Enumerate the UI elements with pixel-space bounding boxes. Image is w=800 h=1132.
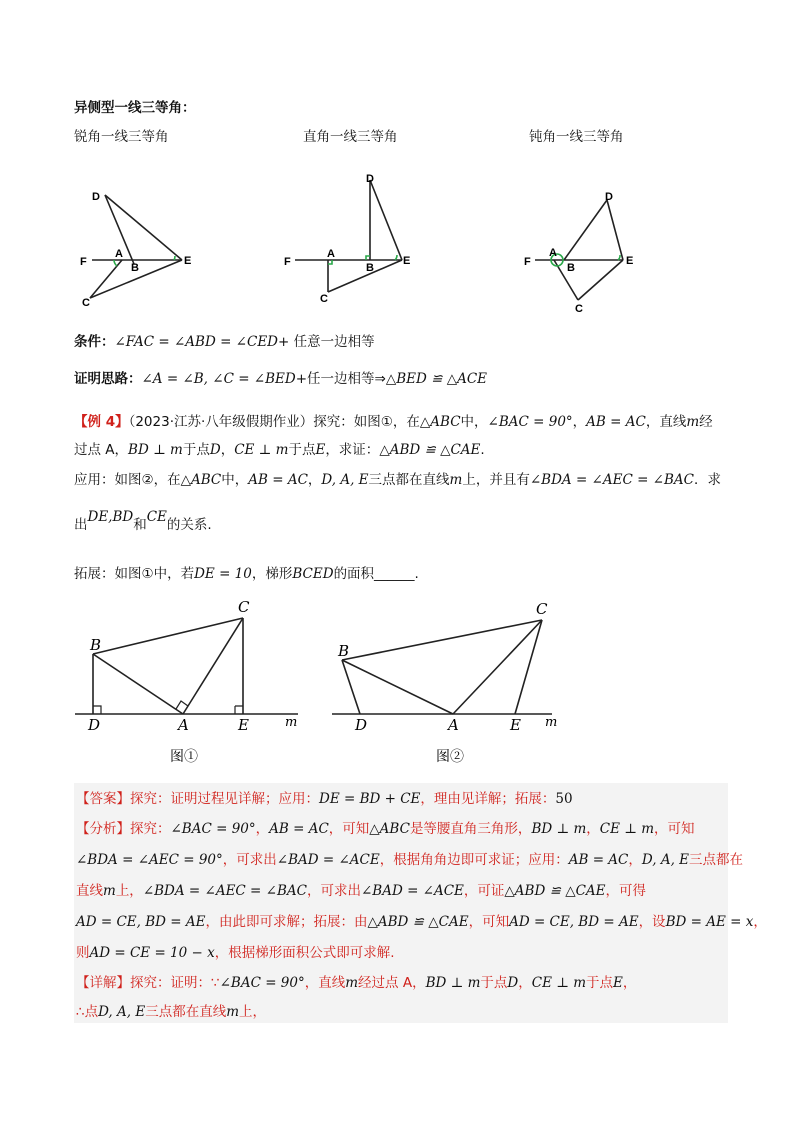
math-bd-m: BD ⊥ m (425, 975, 481, 991)
math-bd-m: BD ⊥ m (128, 442, 183, 458)
math-e: E (613, 975, 623, 991)
caption-fig1: 图① (170, 748, 198, 764)
fig1-label-b: B (90, 636, 102, 654)
example-text: 上，并且有 (462, 472, 530, 488)
example-text: ，求证： (325, 442, 380, 458)
math-tri-abc: △ABC (180, 472, 222, 488)
math-ab-ac: AB = AC (586, 414, 646, 430)
math-cong: △ABD ≌ △CAE (367, 914, 469, 930)
math-e: E (315, 442, 326, 458)
obtuse-label-a: A (549, 247, 557, 259)
answer-text: 于点 (586, 975, 613, 991)
example-text: 的关系. (166, 517, 212, 533)
figure-acute (90, 195, 182, 298)
answer-text: ，根据梯形面积公式即可求解. (214, 945, 395, 961)
example-text: ， (220, 442, 235, 458)
math-bd-m: BD ⊥ m (531, 821, 587, 837)
math-cong: △ABD ≌ △CAE (504, 883, 606, 899)
math-bced: BCED (292, 566, 334, 582)
example-text: 于点 (288, 442, 316, 458)
math-ce-m: CE ⊥ m (599, 821, 655, 837)
math-d: D (507, 975, 519, 991)
right-label-e: E (403, 255, 411, 267)
example-text: 中， (221, 472, 249, 488)
math-bad-ace: ∠BAD = ∠ACE (360, 883, 464, 899)
math-d: D (209, 442, 221, 458)
math-m: m (345, 975, 359, 991)
example-text: 出 (74, 517, 88, 533)
proof-tail1: +任一边相等⇒ (295, 371, 386, 387)
example-text: ， (307, 472, 322, 488)
obtuse-label-c: C (575, 303, 583, 315)
example-text: 中， (460, 414, 488, 430)
fig1-label-a: A (178, 716, 189, 734)
right-label-a: A (327, 248, 335, 260)
example-line1 (74, 413, 713, 431)
acute-label-a: A (115, 248, 123, 260)
math-ce: CE (146, 509, 167, 525)
acute-angle-e (174, 256, 175, 260)
fig2-label-b: B (338, 642, 350, 660)
fig1-label-e: E (238, 716, 249, 734)
figure-1 (75, 618, 298, 714)
example-tag: 【例 4】 (74, 414, 129, 430)
fig2-seg-ba (342, 660, 453, 714)
math-ad-ce: AD = CE, BD = AE (76, 914, 206, 930)
math-angle-eq: ∠BDA = ∠AEC = ∠BAC (142, 883, 307, 899)
math-angle-eq: ∠BDA = ∠AEC = ∠BAC (529, 472, 694, 488)
right-label-c: C (320, 293, 328, 305)
example-text: 于点 (182, 442, 210, 458)
math-dae: D, A, E (98, 1004, 146, 1020)
math-cong: △ABD ≌ △CAE (379, 442, 481, 458)
condition-tail: + 任意一边相等 (278, 334, 375, 350)
label-acute: 锐角一线三等角 (74, 129, 169, 145)
proof-label: 证明思路： (74, 371, 142, 387)
answer-text: ， (255, 821, 270, 837)
example-text: 和 (133, 517, 147, 533)
fig1-right-angle-d (93, 706, 101, 714)
obtuse-label-d: D (605, 191, 613, 203)
answer-text: ， (622, 975, 637, 991)
answer-text: ，可得 (605, 883, 647, 899)
detail-line1 (76, 974, 636, 992)
answer-tag: 【答案】 (76, 791, 130, 807)
obtuse-label-f: F (524, 256, 531, 268)
answer-text: ，设 (638, 914, 666, 930)
answer-text: 三点都在 (689, 852, 744, 868)
answer-text: 则 (76, 945, 90, 961)
right-label-f: F (284, 256, 291, 268)
math-de-bd-ce: DE = BD + CE (319, 791, 421, 807)
example-text: 应用：如图②，在 (74, 472, 181, 488)
answer-text: 上， (115, 883, 143, 899)
acute-label-f: F (80, 256, 87, 268)
proof-line (74, 370, 487, 388)
answer-text: ，根据角角边即可求证；应用： (379, 852, 569, 868)
answer-text: ，可求出 (222, 852, 277, 868)
example-text: 过点 A， (74, 442, 129, 458)
fig1-seg-ba (93, 654, 183, 714)
detail-tag: 【详解】 (76, 975, 130, 991)
math-tri-abc: △ABC (419, 414, 461, 430)
math-ad-ce: AD = CE, BD = AE (509, 914, 639, 930)
math-dae: D, A, E (321, 472, 369, 488)
math-ab-ac: AB = AC (568, 852, 629, 868)
analysis-line3 (76, 882, 646, 900)
answer-text: ，可知 (654, 821, 695, 837)
right-label-b: B (366, 262, 374, 274)
answer-text: ， (753, 914, 767, 930)
proof-math1: ∠A = ∠B, ∠C = ∠BED (141, 371, 296, 387)
fig2-label-d: D (355, 716, 368, 734)
acute-label-c: C (82, 297, 90, 309)
analysis-line5 (76, 944, 395, 962)
math-m: m (449, 472, 463, 488)
analysis-line4 (76, 913, 767, 931)
math-bda-aec: ∠BDA = ∠AEC = 90° (76, 852, 223, 868)
obtuse-seg-ce (578, 260, 623, 300)
answer-text: 是等腰直角三角形， (409, 821, 532, 837)
example-text: 三点都在直线 (368, 472, 450, 488)
fig1-label-d: D (88, 716, 101, 734)
math-ab-ac: AB = AC (248, 472, 308, 488)
math-bd-ae-x: BD = AE = x (665, 914, 754, 930)
answer-text: 经过点 A， (358, 975, 426, 991)
fig2-label-c: C (536, 600, 548, 618)
label-obtuse: 钝角一线三等角 (529, 129, 624, 145)
proof-math2: △BED ≌ △ACE (385, 371, 488, 387)
acute-label-d: D (92, 191, 100, 203)
acute-label-b: B (131, 262, 139, 274)
right-seg-ce (328, 260, 402, 292)
condition-line (74, 333, 375, 351)
fig2-label-a: A (448, 716, 459, 734)
math-ad-ce-10: AD = CE = 10 − x (89, 945, 215, 961)
example-text: 的面积______. (333, 566, 419, 582)
acute-angle-a (114, 260, 117, 266)
answer-text: ，可知 (328, 821, 370, 837)
math-m: m (103, 883, 116, 899)
answer-text: ，理由见详解；拓展： (420, 791, 556, 807)
obtuse-label-b: B (567, 262, 575, 274)
answer-text: ， (586, 821, 600, 837)
math-bac90: ∠BAC = 90° (219, 975, 305, 991)
fig1-seg-bc (93, 618, 243, 654)
answer-text: 上， (239, 1004, 267, 1020)
analysis-tag: 【分析】 (76, 821, 130, 837)
right-label-d: D (366, 173, 374, 185)
right-seg-de (370, 180, 402, 260)
caption-fig2: 图② (436, 748, 464, 764)
fig2-seg-bc (342, 620, 542, 660)
example-text: ， (572, 414, 587, 430)
fig2-label-e: E (510, 716, 521, 734)
figure-right (295, 180, 402, 292)
answer-text: ∴点 (76, 1004, 99, 1020)
example-line4 (74, 509, 212, 534)
answer-line1 (76, 790, 573, 808)
math-tri-abc: △ABC (369, 821, 410, 837)
answer-text: ，可知 (468, 914, 510, 930)
example-text: 经 (699, 414, 713, 430)
math-bad-ace: ∠BAD = ∠ACE (276, 852, 380, 868)
obtuse-seg-de (607, 200, 623, 260)
math-dae: D, A, E (641, 852, 690, 868)
answer-text: ，可证 (463, 883, 505, 899)
math-bac90: ∠BAC = 90° (170, 821, 256, 837)
obtuse-angle-e (618, 255, 620, 260)
fig1-label-m: m (285, 715, 298, 730)
answer-text: ， (518, 975, 532, 991)
answer-text: 于点 (480, 975, 508, 991)
detail-line2 (76, 1003, 266, 1021)
math-m: m (686, 414, 700, 430)
math-de-bd: DE,BD (87, 509, 134, 525)
answer-text: ，直线 (304, 975, 346, 991)
acute-label-e: E (184, 255, 192, 267)
fig1-seg-ac (183, 618, 243, 714)
math-ce-m: CE ⊥ m (234, 442, 289, 458)
example-text: （2023·江苏·八年级假期作业）探究：如图①，在 (128, 414, 420, 430)
example-line2 (74, 441, 485, 459)
answer-text: ， (628, 852, 642, 868)
condition-label: 条件： (74, 334, 115, 350)
example-text: ．求 (694, 472, 721, 488)
example-figures (70, 598, 570, 773)
analysis-line2 (76, 851, 743, 869)
answer-text: 直线 (76, 883, 103, 899)
three-angle-figures (70, 160, 730, 320)
math-bac90: ∠BAC = 90° (487, 414, 573, 430)
answer-text: 探究： (130, 821, 171, 837)
answer-text: ，由此即可求解；拓展：由 (205, 914, 368, 930)
example-text: 拓展：如图①中，若 (74, 566, 195, 582)
figure-2 (332, 620, 552, 714)
fig2-label-m: m (545, 715, 558, 730)
math-ab-ac: AB = AC (269, 821, 329, 837)
answer-text: ，可求出 (306, 883, 361, 899)
answer-text: 探究：证明：∵ (130, 975, 220, 991)
example-text: ，梯形 (251, 566, 293, 582)
fig1-label-c: C (238, 598, 250, 616)
condition-math: ∠FAC = ∠ABD = ∠CED (114, 334, 278, 350)
label-right: 直角一线三等角 (303, 129, 398, 145)
math-de10: DE = 10 (194, 566, 252, 582)
fig1-right-angle-e (235, 706, 243, 714)
obtuse-label-e: E (626, 255, 634, 267)
answer-value: 50 (555, 791, 573, 807)
example-line5 (74, 565, 419, 583)
answer-text: 三点都在直线 (145, 1004, 227, 1020)
math-ce-m: CE ⊥ m (531, 975, 586, 991)
example-text: . (480, 442, 485, 458)
example-text: ，直线 (645, 414, 687, 430)
answer-text: 探究：证明过程见详解；应用： (130, 791, 319, 807)
math-m: m (226, 1004, 240, 1020)
section-title: 异侧型一线三等角： (74, 100, 196, 116)
analysis-line1 (76, 820, 695, 838)
obtuse-seg-db (564, 200, 607, 260)
example-line3 (74, 471, 721, 489)
